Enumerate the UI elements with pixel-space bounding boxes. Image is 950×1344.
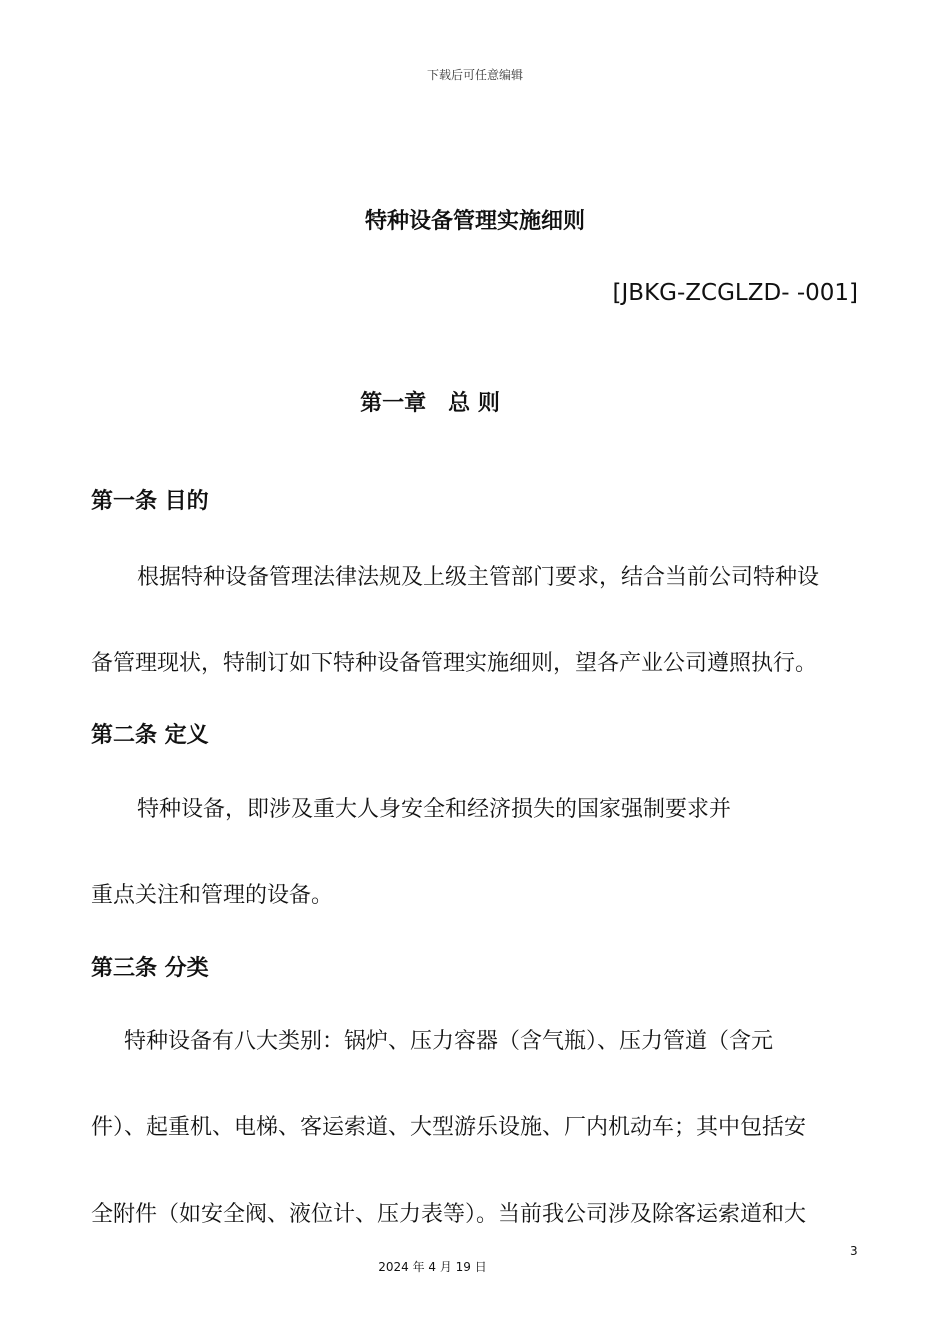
- article-2-line-1: 特种设备，即涉及重大人身安全和经济损失的国家强制要求并: [137, 797, 732, 822]
- article-1-heading: 第一条 目的: [91, 489, 209, 514]
- article-1-line-2: 备管理现状，特制订如下特种设备管理实施细则，望各产业公司遵照执行。: [91, 651, 818, 676]
- article-2-heading: 第二条 定义: [91, 723, 209, 748]
- article-3-line-3: 全附件（如安全阀、液位计、压力表等）。当前我公司涉及除客运索道和大: [91, 1202, 807, 1227]
- article-3-line-2: 件）、起重机、电梯、客运索道、大型游乐设施、厂内机动车；其中包括安: [91, 1115, 807, 1140]
- page-header-note: 下载后可任意编辑: [426, 68, 523, 82]
- document-code: [JBKG-ZCGLZD- -001]: [612, 280, 858, 306]
- article-1-line-1: 根据特种设备管理法律法规及上级主管部门要求，结合当前公司特种设: [137, 565, 820, 590]
- article-3-heading: 第三条 分类: [91, 956, 209, 981]
- article-2-line-2: 重点关注和管理的设备。: [91, 883, 334, 908]
- chapter-heading: 第一章 总 则: [360, 391, 500, 416]
- document-title: 特种设备管理实施细则: [364, 209, 585, 234]
- footer-date: 2024 年 4 月 19 日: [378, 1260, 487, 1274]
- page-number: 3: [850, 1244, 858, 1258]
- article-3-line-1: 特种设备有八大类别：锅炉、压力容器（含气瓶）、压力管道（含元: [124, 1029, 774, 1054]
